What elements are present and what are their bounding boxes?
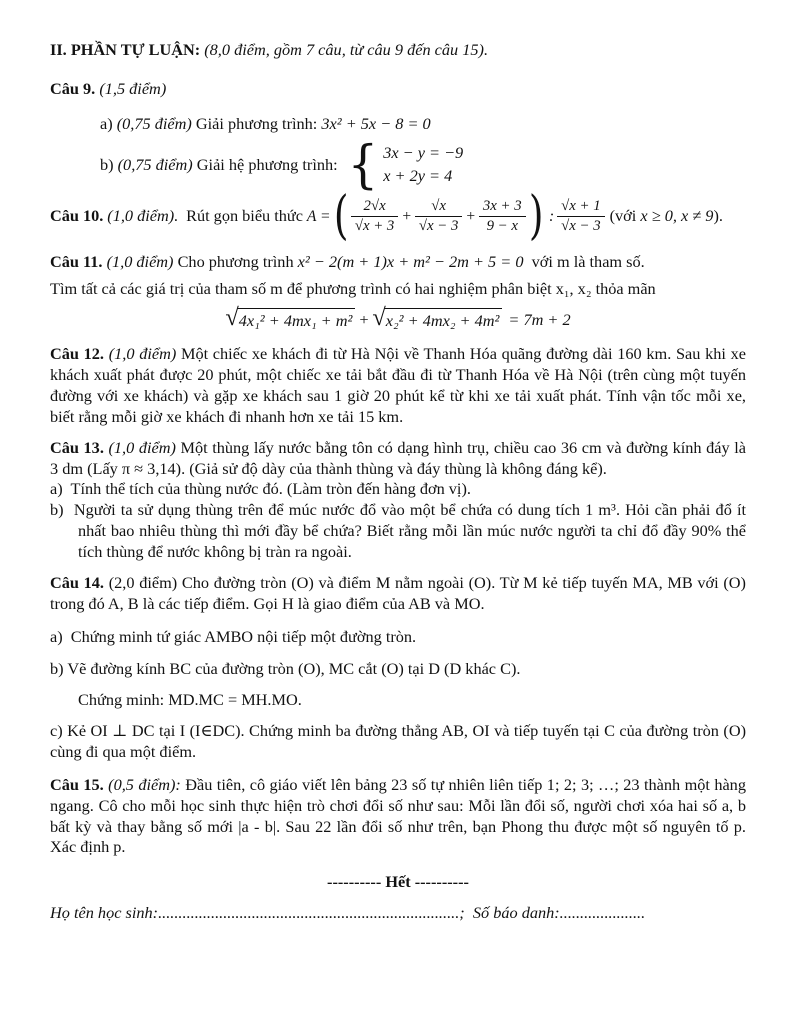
q10-frac4-num: √x + 1 [557, 198, 604, 217]
q15-points: (0,5 điểm): [108, 774, 181, 794]
question-14-item-a [50, 627, 746, 648]
q11-radicand-2: x₂² + 4mx₂ + 4m² [384, 308, 503, 332]
q10-fraction-1 [351, 198, 398, 235]
question-10 [50, 186, 746, 247]
q14-intro-text: Cho đường tròn (O) và điểm M nằm ngoài (O). Từ M kẻ tiếp tuyến MA, MB với (O) trong đó A, B là các tiếp điểm. Gọi H là giao điểm của AB và MO. [50, 572, 746, 613]
question-9a [100, 114, 746, 135]
q11-text1: Cho phương trình [177, 252, 294, 272]
q13-intro-text: Một thùng lấy nước bằng tôn có dạng hình trụ, chiều cao 36 cm và đường kính đáy là 3 dm (Lấy π ≈ 3,14). (Giả sử độ dày của thành thùng và đáy thùng là không đáng kể). [50, 437, 746, 478]
q10-cond-math: x ≥ 0, x ≠ 9 [640, 206, 714, 226]
q10-text: Rút gọn biểu thức [186, 206, 303, 226]
radical-sign: √ [372, 303, 386, 331]
question-14-item-b [50, 659, 746, 680]
question-9-heading [50, 79, 746, 100]
division-colon: : [548, 207, 555, 225]
q9a-text: Giải phương trình: [195, 113, 318, 133]
student-id-dots: ..................... [559, 903, 646, 923]
system-equation-1: 3x − y = −9 [383, 142, 464, 162]
radical-sign: √ [225, 303, 239, 331]
equation-system [347, 134, 464, 195]
q12-label: Câu 12. [50, 344, 105, 364]
student-name-label: Họ tên học sinh: [50, 903, 159, 923]
q13a-label: a) [50, 479, 63, 499]
system-brace: { [347, 134, 379, 195]
student-id-label: Số báo danh: [472, 903, 560, 923]
plus-operator: + [465, 207, 476, 225]
q13-points: (1,0 điểm) [108, 437, 176, 457]
q13b-label: b) [50, 500, 64, 520]
q14a-label: a) [50, 626, 63, 646]
q9b-text: Giải hệ phương trình: [196, 154, 338, 174]
section-heading [50, 40, 746, 61]
q10-fraction-4 [557, 198, 604, 235]
q11-formula-rhs: = 7m + 2 [508, 309, 571, 329]
question-11-line1 [50, 252, 746, 273]
q10-frac3-den: 9 − x [486, 218, 518, 235]
question-11-line2: Tìm tất cả các giá trị của tham số m để phương trình có hai nghiệm phân biệt x₁, x₂ thỏa mãn [50, 278, 656, 298]
question-9b [100, 134, 746, 195]
footer-separator: ; [459, 903, 465, 923]
q13-label: Câu 13. [50, 437, 104, 457]
q9a-formula: 3x² + 5x − 8 = 0 [321, 113, 431, 133]
question-12 [50, 344, 746, 427]
q15-label: Câu 15. [50, 774, 104, 794]
question-14-proof: Chứng minh: MD.MC = MH.MO. [78, 690, 302, 710]
question-14-item-c [50, 721, 746, 763]
end-marker: ---------- Hết ---------- [327, 872, 469, 892]
section-note: (8,0 điểm, gồm 7 câu, từ câu 9 đến câu 15). [204, 40, 489, 59]
question-15 [50, 775, 746, 858]
question-13-item-a [50, 479, 746, 500]
plus-operator: + [358, 309, 370, 329]
question-13-item-b [50, 500, 746, 563]
footer-line [50, 903, 746, 924]
q10-frac3-num: 3x + 3 [479, 198, 526, 217]
q9a-points: (0,75 điểm) [116, 113, 192, 133]
q15-text: Đầu tiên, cô giáo viết lên bảng 23 số tự nhiên liên tiếp 1; 2; 3; …; 23 thành một hàng ngang. Cô cho mỗi học sinh thực hiện trò chơi đổi số như sau: Mỗi lần đổi số, người chơi xóa hai số a, b bất kỳ và thay bằng số mới |a - b|. Sau 22 lần đổi số như trên, bạn Phong thu được một số nguyên tố p. Xác định p. [50, 774, 746, 857]
q11-points: (1,0 điểm) [106, 252, 174, 272]
q9-label: Câu 9. [50, 78, 96, 98]
q14c-label: c) [50, 721, 63, 741]
q10-condition [610, 206, 723, 227]
q10-frac4-den: √x − 3 [561, 218, 601, 235]
close-paren: ) [528, 186, 544, 247]
question-13-intro [50, 438, 746, 480]
q9b-label: b) [100, 154, 114, 174]
q12-text: Một chiếc xe khách đi từ Hà Nội về Thanh Hóa quãng đường dài 160 km. Sau khi xe khách xuất phát được 20 phút, một chiếc xe tải bắt đầu đi từ Thanh Hóa về Hà Nội (trên cùng một tuyến đường với xe khách) và gặp xe khách sau 1 giờ 20 phút kể từ khi xe tải xuất phát. Tính vận tốc mỗi xe, biết rằng mỗi giờ xe khách đi nhanh hơn xe tải 15 km. [50, 344, 746, 426]
q9a-label: a) [100, 113, 113, 133]
q12-points: (1,0 điểm) [108, 344, 177, 364]
q14c-text: Kẻ OI ⊥ DC tại I (I∈DC). Chứng minh ba đường thẳng AB, OI và tiếp tuyến tại C của đường tròn (O) cùng đi qua một điểm. [50, 721, 746, 762]
q14-label: Câu 14. [50, 572, 105, 592]
q10-lhs: A = [306, 207, 331, 225]
q10-cond-pre: (với [609, 206, 637, 226]
sqrt-radical-1 [225, 303, 355, 332]
q10-label: Câu 10. [50, 206, 104, 226]
q14-points: (2,0 điểm) [108, 572, 178, 592]
q10-frac1-num: 2√x [351, 198, 398, 217]
q10-frac2-den: √x − 3 [418, 218, 459, 235]
sqrt-radical-2 [372, 303, 502, 332]
system-equations [383, 143, 463, 188]
q9-points: (1,5 điểm) [99, 78, 167, 98]
q11-label: Câu 11. [50, 252, 103, 272]
q9b-points: (0,75 điểm) [117, 154, 193, 174]
q14b-text: Vẽ đường kính BC của đường tròn (O), MC cắt (O) tại D (D khác C). [67, 659, 521, 679]
system-equation-2: x + 2y = 4 [383, 166, 453, 186]
q10-fraction-3 [479, 198, 526, 235]
q11-text2: với m là tham số. [531, 252, 645, 272]
q10-frac1-den: √x + 3 [354, 218, 395, 235]
question-11-formula [50, 303, 746, 332]
q14a-text: Chứng minh tứ giác AMBO nội tiếp một đường tròn. [70, 626, 417, 646]
q13b-text: Người ta sử dụng thùng trên để múc nước đổ vào một bể chứa có dung tích 1 m³. Hỏi cần phải đổ ít nhất bao nhiêu thùng thì mới đầy bể chứa? Biết rằng mỗi lần múc nước người ta chỉ đổ đầy 90% thể tích thùng để nước không bị tràn ra ngoài. [73, 500, 747, 561]
q10-frac2-num: √x [415, 198, 462, 217]
q11-radicand-1: 4x₁² + 4mx₁ + m² [237, 308, 356, 332]
q13a-text: Tính thể tích của thùng nước đó. (Làm tròn đến hàng đơn vị). [70, 479, 471, 499]
q11-equation: x² − 2(m + 1)x + m² − 2m + 5 = 0 [297, 252, 524, 272]
q10-fraction-2 [415, 198, 462, 235]
q10-cond-post: ). [713, 206, 723, 226]
plus-operator: + [401, 207, 412, 225]
open-paren: ( [333, 186, 349, 247]
q10-points: (1,0 điểm). [107, 206, 179, 226]
student-name-dots: .......................................................................... [158, 903, 460, 923]
question-14-intro [50, 573, 746, 615]
q14b-label: b) [50, 659, 64, 679]
section-title: II. PHẦN TỰ LUẬN: [50, 40, 201, 59]
